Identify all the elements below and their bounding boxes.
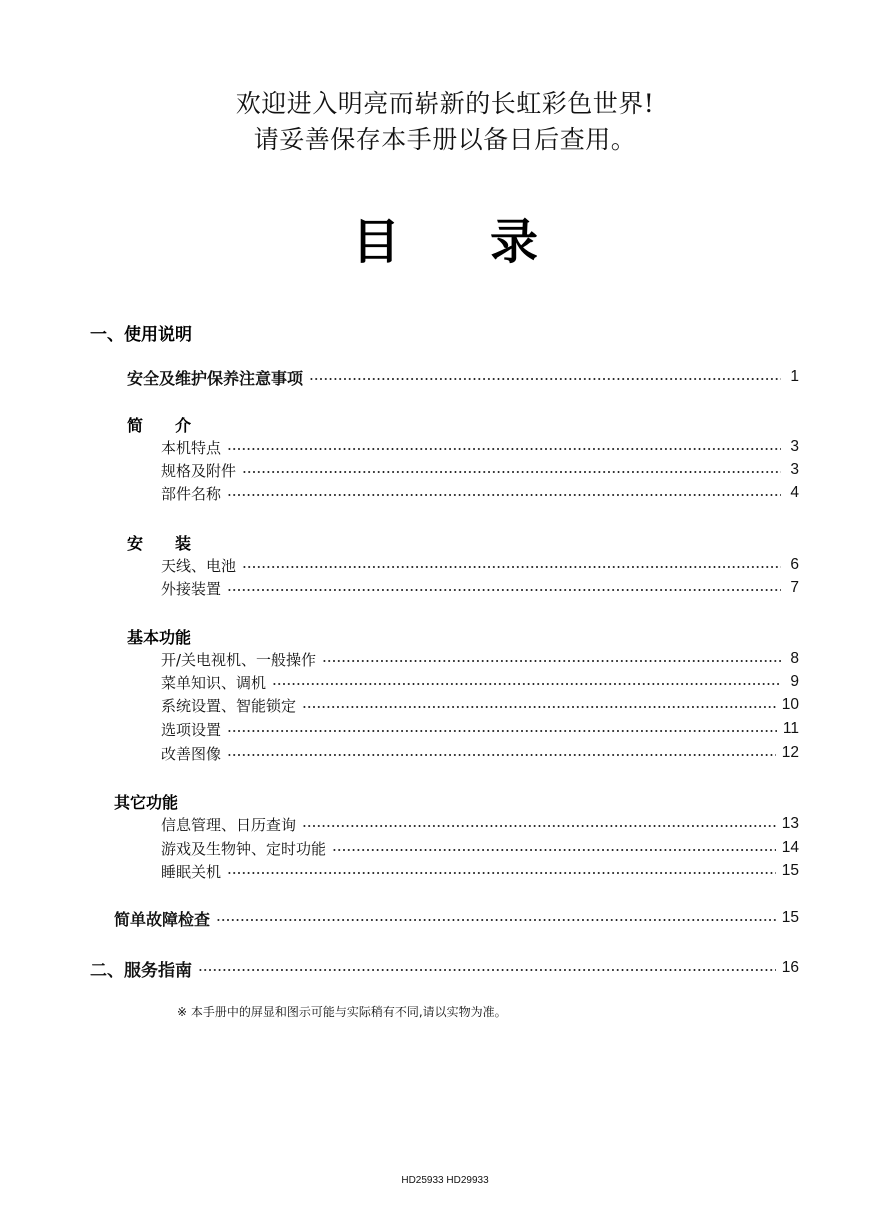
toc-entry-label: 外接装置 xyxy=(161,579,222,598)
leader-dots xyxy=(322,660,781,662)
toc-entry-label: 规格及附件 xyxy=(161,461,237,480)
toc-entry-label: 开/关电视机、一般操作 xyxy=(161,650,317,669)
toc-entry[interactable] xyxy=(161,482,799,504)
toc-entry-page: 15 xyxy=(781,862,799,879)
toc-entry-label: 游戏及生物钟、定时功能 xyxy=(161,839,327,858)
leader-dots xyxy=(198,969,776,971)
toc-entry-page: 4 xyxy=(790,484,799,501)
toc-entry-page: 1 xyxy=(790,368,799,385)
toc-entry-safety[interactable] xyxy=(127,366,799,388)
toc-entry-label: 信息管理、日历查询 xyxy=(161,815,297,834)
toc-entry-page: 10 xyxy=(781,696,799,713)
toc-entry-page: 7 xyxy=(790,579,799,596)
section-heading-other: 其它功能 xyxy=(114,793,179,812)
toc-title-char-2: 录 xyxy=(490,214,539,270)
toc-entry-page: 15 xyxy=(781,909,799,926)
toc-entry-page: 3 xyxy=(790,438,799,455)
leader-dots xyxy=(227,730,777,732)
toc-entry-page: 6 xyxy=(790,556,799,573)
toc-entry-label: 本机特点 xyxy=(161,438,222,457)
toc-entry-label: 系统设置、智能锁定 xyxy=(161,696,297,715)
toc-entry-service-guide[interactable] xyxy=(90,957,799,979)
model-numbers-footer: HD25933 HD29933 xyxy=(401,1175,489,1186)
toc-entry-label: 睡眠关机 xyxy=(161,862,222,881)
section-heading-install: 安 装 xyxy=(127,534,192,553)
leader-dots xyxy=(332,849,776,851)
toc-entry-label: 菜单知识、调机 xyxy=(161,673,267,692)
leader-dots xyxy=(272,683,781,685)
toc-entry[interactable] xyxy=(161,860,799,882)
toc-entry-troubleshoot[interactable] xyxy=(114,907,799,929)
toc-entry-label: 改善图像 xyxy=(161,744,222,763)
section-heading-intro: 简 介 xyxy=(127,416,192,435)
toc-entry[interactable] xyxy=(161,718,799,740)
toc-entry[interactable] xyxy=(161,554,799,576)
toc-entry-page: 11 xyxy=(782,720,799,737)
leader-dots xyxy=(227,448,781,450)
leader-dots xyxy=(302,706,776,708)
toc-entry[interactable] xyxy=(161,694,799,716)
disclaimer-note: ※ 本手册中的屏显和图示可能与实际稍有不同,请以实物为准。 xyxy=(177,1005,507,1019)
toc-entry[interactable] xyxy=(161,577,799,599)
leader-dots xyxy=(302,825,776,827)
toc-entry[interactable] xyxy=(161,742,799,764)
toc-entry-page: 3 xyxy=(790,461,799,478)
toc-entry-page: 12 xyxy=(781,744,799,761)
leader-dots xyxy=(216,919,776,921)
toc-entry-page: 16 xyxy=(781,959,799,976)
toc-entry-label: 选项设置 xyxy=(161,720,222,739)
leader-dots xyxy=(242,566,781,568)
toc-entry[interactable] xyxy=(161,648,799,670)
toc-title xyxy=(0,203,890,272)
part1-heading: 一、使用说明 xyxy=(90,325,192,345)
toc-entry-label: 天线、电池 xyxy=(161,556,237,575)
toc-entry-label: 部件名称 xyxy=(161,484,222,503)
toc-entry-label: 简单故障检查 xyxy=(114,909,211,929)
toc-entry[interactable] xyxy=(161,813,799,835)
leader-dots xyxy=(227,494,781,496)
section-heading-basic: 基本功能 xyxy=(127,628,192,647)
toc-entry-page: 8 xyxy=(790,650,799,667)
leader-dots xyxy=(227,589,781,591)
toc-entry[interactable] xyxy=(161,837,799,859)
toc-entry-page: 9 xyxy=(790,673,799,690)
welcome-line-1: 欢迎进入明亮而崭新的长虹彩色世界! xyxy=(235,89,655,118)
leader-dots xyxy=(309,378,781,380)
toc-entry-page: 13 xyxy=(781,815,799,832)
toc-entry-page: 14 xyxy=(781,839,799,856)
leader-dots xyxy=(242,471,781,473)
toc-entry-label: 安全及维护保养注意事项 xyxy=(127,368,304,388)
toc-title-char-1: 目 xyxy=(351,214,400,270)
leader-dots xyxy=(227,872,776,874)
toc-entry-label: 二、服务指南 xyxy=(90,960,192,981)
toc-entry[interactable] xyxy=(161,436,799,458)
toc-entry[interactable] xyxy=(161,671,799,693)
toc-entry[interactable] xyxy=(161,459,799,481)
leader-dots xyxy=(227,754,776,756)
welcome-line-2: 请妥善保存本手册以备日后查用。 xyxy=(253,125,637,154)
